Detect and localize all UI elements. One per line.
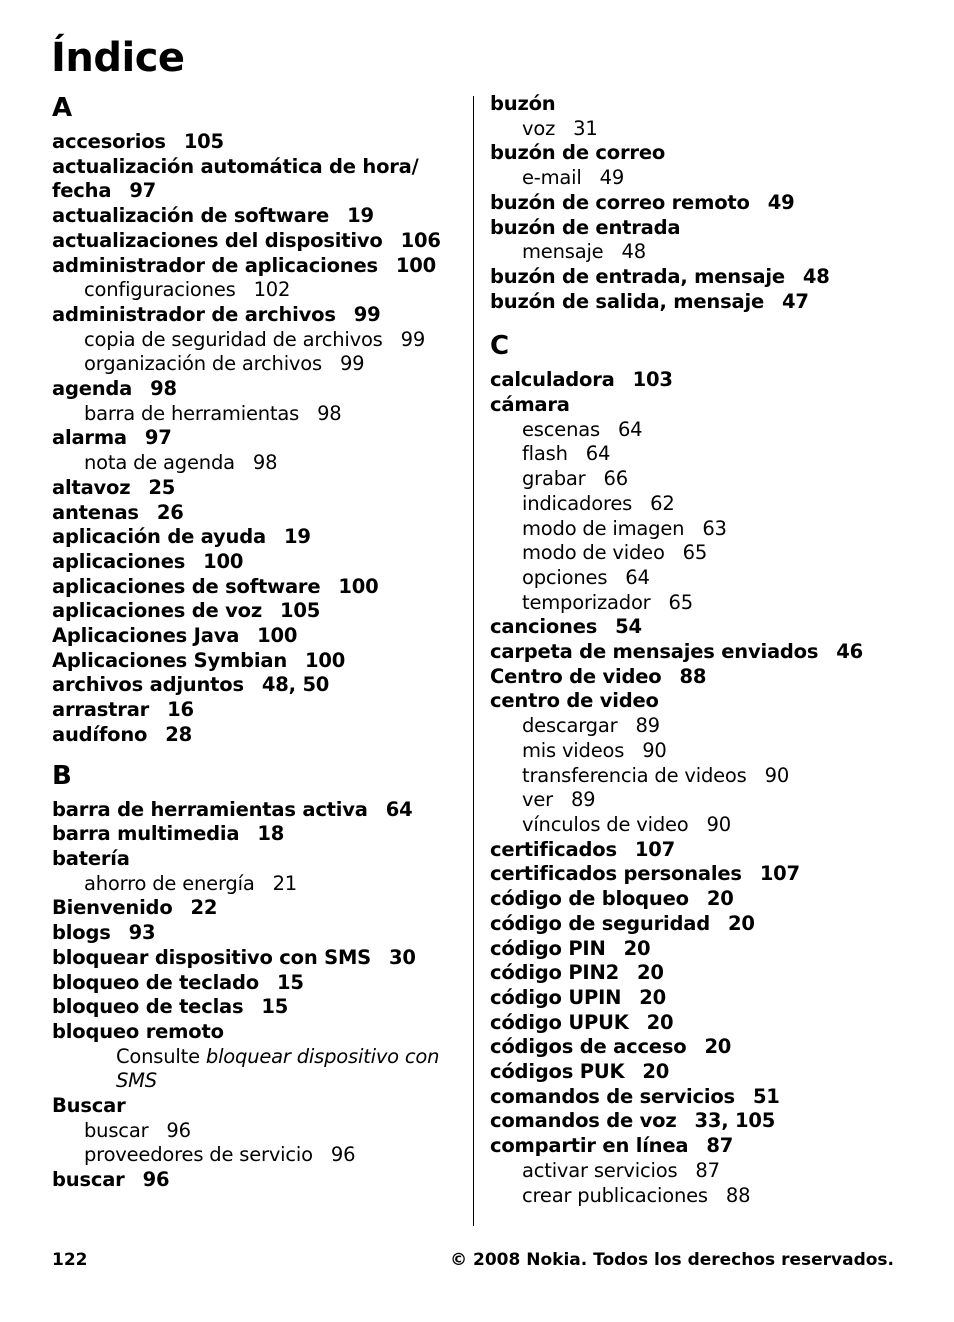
entry-page: 89 [635, 714, 660, 738]
entry-page: 31 [573, 116, 598, 140]
index-subentry[interactable] [490, 1184, 910, 1209]
entry-page: 99 [339, 352, 365, 376]
entry-term: proveedores de servicio [84, 1143, 313, 1167]
column-divider [473, 96, 474, 1226]
entry-term: organización de archivos [84, 352, 322, 376]
entry-term: nota de agenda [84, 451, 235, 475]
entry-term: código UPUK [490, 1010, 629, 1034]
entry-page: 20 [727, 911, 755, 935]
index-entry[interactable] [52, 971, 462, 996]
index-subentry[interactable] [52, 1119, 462, 1144]
entry-page: 98 [252, 451, 278, 475]
entry-term: transferencia de videos [522, 763, 747, 787]
index-subentry[interactable] [52, 328, 462, 353]
entry-term: bloqueo de teclado [52, 970, 259, 994]
entry-term: Aplicaciones Java [52, 624, 240, 648]
entry-term: certificados [490, 837, 617, 861]
entry-page: 19 [347, 204, 374, 228]
entry-term: barra de herramientas activa [52, 797, 368, 821]
index-subentry[interactable] [490, 739, 910, 764]
index-entry[interactable] [490, 191, 910, 216]
index-entry[interactable] [52, 624, 462, 649]
entry-page: 16 [167, 698, 194, 722]
index-subentry[interactable] [490, 418, 910, 443]
entry-term: código PIN2 [490, 961, 619, 985]
entry-page: 88 [679, 664, 707, 688]
entry-page: 15 [276, 970, 304, 994]
index-column-right [490, 92, 910, 1208]
index-entry[interactable] [52, 550, 462, 575]
entry-term: aplicaciones [52, 549, 186, 573]
entry-page: 93 [128, 921, 156, 945]
index-column-left [52, 92, 462, 1193]
entry-term: mis videos [522, 738, 625, 762]
index-cross-reference[interactable] [52, 1045, 462, 1094]
entry-page: 28 [165, 722, 192, 746]
index-entry[interactable] [490, 986, 910, 1011]
entry-term: buscar [84, 1118, 149, 1142]
section-a [52, 92, 462, 748]
entry-term: buzón [490, 92, 556, 115]
index-entry[interactable] [490, 887, 910, 912]
index-subentry[interactable] [52, 1143, 462, 1168]
entry-term: bloqueo de teclas [52, 995, 244, 1019]
index-entry[interactable] [490, 961, 910, 986]
entry-page: 64 [617, 417, 643, 441]
index-entry[interactable] [490, 1035, 910, 1060]
index-entry[interactable] [490, 368, 910, 393]
entry-page: 21 [272, 871, 297, 895]
entry-term: altavoz [52, 475, 131, 499]
index-entry[interactable] [490, 615, 910, 640]
entry-term: cámara [490, 393, 570, 417]
index-entry[interactable] [52, 525, 462, 550]
entry-page: 62 [650, 491, 675, 515]
index-subentry[interactable] [490, 240, 910, 265]
entry-page: 64 [585, 442, 611, 466]
index-entry[interactable] [52, 822, 462, 847]
entry-page: 97 [129, 179, 157, 203]
index-entry[interactable] [52, 303, 462, 328]
entry-page: 107 [759, 862, 800, 886]
entry-term: blogs [52, 921, 111, 945]
entry-page: 20 [706, 887, 734, 911]
entry-page: 19 [283, 525, 311, 549]
entry-page: 105 [183, 130, 224, 153]
entry-page: 100 [305, 648, 346, 672]
index-subentry[interactable] [490, 492, 910, 517]
index-entry[interactable] [52, 130, 462, 155]
index-entry[interactable] [490, 665, 910, 690]
entry-term: aplicación de ayuda [52, 525, 266, 549]
entry-page: 100 [338, 574, 379, 598]
see-label: Consulte [116, 1044, 200, 1068]
entry-term: archivos adjuntos [52, 673, 244, 697]
entry-page: 20 [646, 1010, 674, 1034]
entry-page: 105 [279, 599, 321, 623]
entry-page: 48 [621, 240, 646, 264]
entry-page: 64 [625, 565, 650, 589]
entry-page: 15 [261, 995, 289, 1019]
entry-term: buzón de entrada [490, 215, 681, 239]
index-entry[interactable] [490, 92, 910, 117]
index-entry[interactable] [52, 1094, 462, 1119]
entry-page: 30 [389, 945, 416, 969]
entry-page: 99 [400, 327, 426, 351]
index-subentry[interactable] [490, 467, 910, 492]
entry-term: aplicaciones de voz [52, 599, 262, 623]
index-entry[interactable] [52, 723, 462, 748]
index-subentry[interactable] [490, 166, 910, 191]
index-entry[interactable] [490, 838, 910, 863]
entry-page: 25 [148, 475, 176, 499]
entry-page: 20 [623, 936, 651, 960]
entry-page: 100 [395, 253, 436, 277]
entry-page: 96 [166, 1118, 191, 1142]
index-subentry[interactable] [52, 278, 462, 303]
entry-page: 20 [639, 985, 666, 1009]
entry-term: arrastrar [52, 698, 150, 722]
entry-term: administrador de aplicaciones [52, 253, 378, 277]
entry-page: 49 [599, 166, 625, 190]
index-entry[interactable] [52, 426, 462, 451]
index-subentry[interactable] [490, 714, 910, 739]
index-entry[interactable] [52, 946, 462, 971]
index-entry[interactable] [490, 265, 910, 290]
entry-page: 33, 105 [694, 1109, 776, 1133]
index-subentry[interactable] [490, 541, 910, 566]
entry-term: alarma [52, 426, 127, 450]
section-b [52, 760, 462, 1193]
entry-term: ver [522, 788, 553, 812]
page-number: 122 [52, 1250, 88, 1270]
entry-term: Bienvenido [52, 896, 173, 920]
entry-term: antenas [52, 500, 139, 524]
index-entry[interactable] [490, 1060, 910, 1085]
index-entry[interactable] [490, 912, 910, 937]
entry-term: flash [522, 442, 568, 466]
entry-page: 48 [802, 264, 830, 288]
entry-term: carpeta de mensajes enviados [490, 640, 819, 664]
entry-term: Aplicaciones Symbian [52, 648, 288, 672]
entry-page: 87 [706, 1134, 734, 1158]
entry-term: copia de seguridad de archivos [84, 327, 383, 351]
entry-term: bloqueo remoto [52, 1019, 224, 1043]
index-entry[interactable] [52, 254, 462, 279]
index-entry[interactable] [52, 204, 462, 229]
index-entry[interactable] [52, 155, 462, 204]
entry-term: bloquear dispositivo con SMS [52, 945, 371, 969]
index-entry[interactable] [490, 141, 910, 166]
index-subentry[interactable] [52, 352, 462, 377]
index-entry[interactable] [490, 1109, 910, 1134]
entry-term: modo de video [522, 541, 665, 565]
index-entry[interactable] [490, 640, 910, 665]
entry-term: crear publicaciones [522, 1183, 708, 1207]
entry-term: indicadores [522, 491, 633, 515]
entry-term: actualización automática de hora/ fecha [52, 154, 419, 203]
entry-term: buscar [52, 1168, 125, 1192]
section-letter: C [490, 331, 510, 362]
entry-page: 102 [253, 278, 291, 302]
entry-page: 99 [353, 302, 381, 326]
entry-term: e-mail [522, 166, 582, 190]
entry-term: descargar [522, 714, 618, 738]
index-entry[interactable] [52, 476, 462, 501]
entry-page: 107 [634, 837, 675, 861]
entry-term: calculadora [490, 368, 615, 392]
index-subentry[interactable] [490, 442, 910, 467]
index-entry[interactable] [52, 798, 462, 823]
entry-term: compartir en línea [490, 1134, 689, 1158]
entry-term: configuraciones [84, 278, 236, 302]
entry-term: barra multimedia [52, 822, 240, 846]
index-entry[interactable] [490, 1011, 910, 1036]
entry-page: 65 [682, 541, 708, 565]
entry-page: 90 [706, 812, 731, 836]
index-entry[interactable] [52, 501, 462, 526]
index-subentry[interactable] [490, 117, 910, 142]
index-entry[interactable] [490, 1085, 910, 1110]
entry-term: aplicaciones de software [52, 574, 321, 598]
entry-page: 63 [702, 516, 727, 540]
index-entry[interactable] [490, 689, 910, 714]
entry-page: 106 [400, 228, 441, 252]
entry-page: 20 [704, 1035, 732, 1059]
index-entry[interactable] [490, 290, 910, 315]
index-subentry[interactable] [490, 566, 910, 591]
index-entry[interactable] [52, 229, 462, 254]
entry-term: ahorro de energía [84, 871, 255, 895]
index-entry[interactable] [52, 921, 462, 946]
index-entry[interactable] [52, 698, 462, 723]
entry-page: 20 [642, 1060, 670, 1084]
entry-page: 98 [317, 401, 342, 425]
index-entry[interactable] [490, 862, 910, 887]
entry-page: 97 [144, 426, 172, 450]
page-title: Índice [51, 35, 185, 81]
entry-page: 46 [836, 640, 864, 664]
index-entry[interactable] [52, 599, 462, 624]
entry-term: centro de video [490, 689, 659, 713]
index-subentry[interactable] [490, 788, 910, 813]
entry-term: opciones [522, 565, 608, 589]
index-subentry[interactable] [52, 872, 462, 897]
entry-term: Centro de video [490, 664, 662, 688]
index-entry[interactable] [490, 937, 910, 962]
index-subentry[interactable] [490, 764, 910, 789]
entry-term: voz [522, 116, 556, 140]
index-entry[interactable] [52, 575, 462, 600]
entry-page: 26 [156, 500, 184, 524]
copyright-notice: © 2008 Nokia. Todos los derechos reservados. [450, 1250, 894, 1270]
section-letter: A [52, 93, 73, 123]
section-c [490, 330, 910, 1208]
entry-page: 49 [767, 190, 795, 214]
entry-term: certificados personales [490, 862, 742, 886]
index-subentry[interactable] [52, 402, 462, 427]
entry-term: código UPIN [490, 985, 622, 1009]
entry-page: 89 [570, 788, 596, 812]
entry-page: 88 [725, 1183, 751, 1207]
entry-term: comandos de voz [490, 1109, 677, 1133]
entry-page: 20 [636, 961, 664, 985]
entry-page: 51 [752, 1084, 780, 1108]
entry-term: escenas [522, 417, 600, 441]
entry-term: comandos de servicios [490, 1084, 735, 1108]
index-entry[interactable] [52, 649, 462, 674]
entry-page: 22 [190, 896, 218, 920]
entry-page: 18 [257, 822, 285, 846]
entry-term: grabar [522, 467, 586, 491]
index-entry[interactable] [490, 1134, 910, 1159]
entry-page: 98 [150, 377, 177, 401]
cross-reference-link[interactable]: bloquear dispositivo con SMS [116, 1044, 440, 1093]
entry-term: barra de herramientas [84, 401, 300, 425]
entry-page: 90 [642, 738, 667, 762]
index-subentry[interactable] [52, 451, 462, 476]
entry-page: 96 [330, 1143, 356, 1167]
index-entry[interactable] [52, 847, 462, 872]
entry-term: vínculos de video [522, 812, 689, 836]
section-letter: B [52, 760, 72, 791]
entry-term: código de bloqueo [490, 887, 689, 911]
entry-page: 100 [257, 624, 298, 648]
entry-term: batería [52, 846, 130, 870]
entry-term: accesorios [52, 130, 166, 153]
index-entry[interactable] [52, 1168, 462, 1193]
entry-page: 87 [695, 1158, 720, 1182]
entry-page: 64 [385, 797, 413, 821]
entry-term: actualización de software [52, 204, 330, 228]
entry-page: 90 [764, 763, 790, 787]
index-entry[interactable] [52, 673, 462, 698]
entry-term: activar servicios [522, 1158, 678, 1182]
entry-page: 47 [781, 289, 809, 313]
entry-term: buzón de entrada, mensaje [490, 264, 785, 288]
index-entry[interactable] [490, 393, 910, 418]
entry-term: buzón de correo remoto [490, 190, 750, 214]
index-entry[interactable] [52, 1020, 462, 1045]
entry-term: mensaje [522, 240, 604, 264]
entry-page: 100 [203, 549, 244, 573]
entry-term: buzón de salida, mensaje [490, 289, 764, 313]
entry-term: agenda [52, 377, 133, 401]
entry-page: 66 [603, 467, 628, 491]
entry-page: 96 [142, 1168, 170, 1192]
index-subentry[interactable] [490, 813, 910, 838]
section-b-continued [490, 92, 910, 314]
entry-term: actualizaciones del dispositivo [52, 228, 383, 252]
entry-page: 54 [615, 615, 642, 639]
index-entry[interactable] [52, 377, 462, 402]
entry-page: 103 [632, 368, 673, 392]
index-subentry[interactable] [490, 517, 910, 542]
entry-page: 48, 50 [261, 673, 330, 697]
entry-term: código de seguridad [490, 911, 710, 935]
index-subentry[interactable] [490, 591, 910, 616]
index-entry[interactable] [490, 216, 910, 241]
entry-term: temporizador [522, 590, 651, 614]
entry-term: audífono [52, 722, 148, 746]
entry-term: Buscar [52, 1094, 126, 1118]
entry-term: canciones [490, 615, 598, 639]
entry-term: códigos PUK [490, 1060, 625, 1084]
index-entry[interactable] [52, 896, 462, 921]
entry-term: código PIN [490, 936, 606, 960]
index-subentry[interactable] [490, 1159, 910, 1184]
entry-term: administrador de archivos [52, 302, 336, 326]
entry-page: 65 [668, 590, 693, 614]
entry-term: buzón de correo [490, 141, 666, 165]
index-entry[interactable] [52, 995, 462, 1020]
entry-term: modo de imagen [522, 516, 685, 540]
entry-term: códigos de acceso [490, 1035, 687, 1059]
